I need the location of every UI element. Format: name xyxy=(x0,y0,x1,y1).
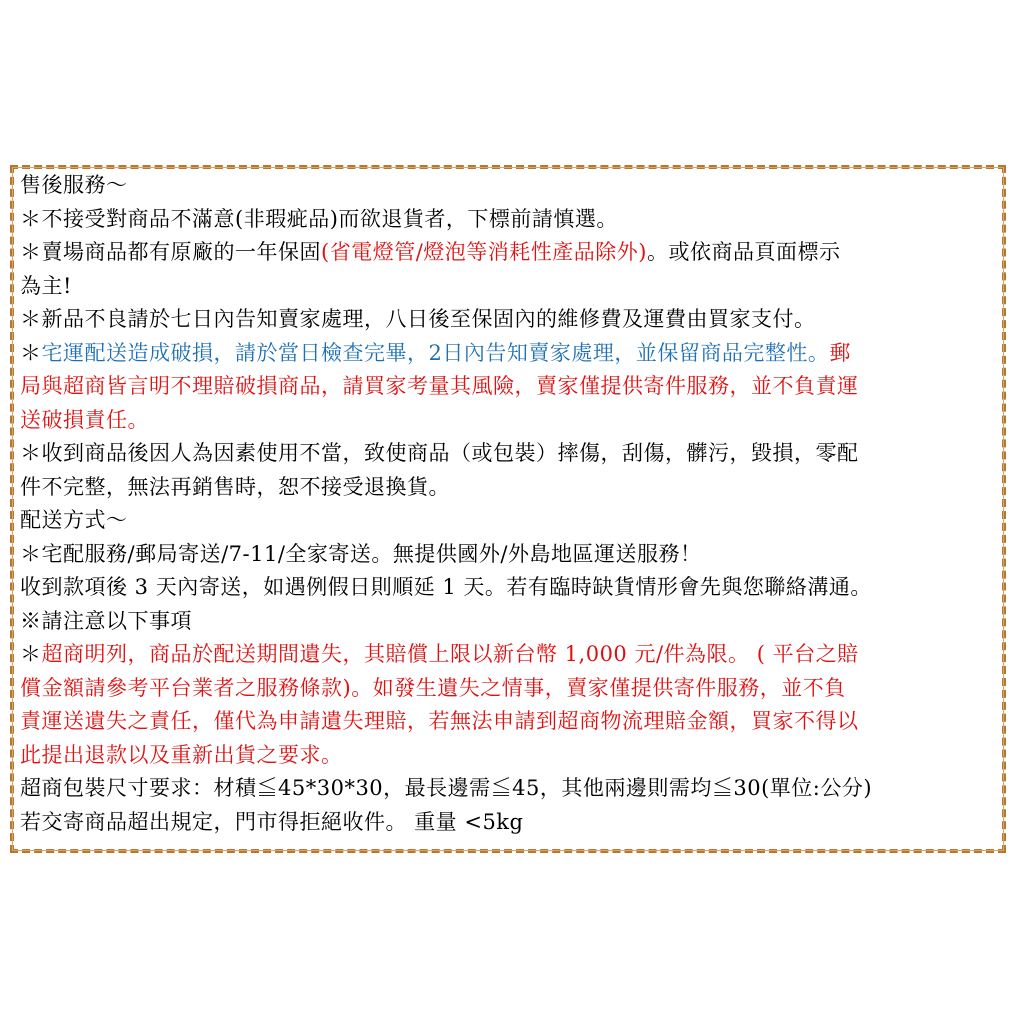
notice-text-segment: ＊不接受對商品不滿意(非瑕疵品)而欲退貨者，下標前請慎選。 xyxy=(20,206,618,231)
notice-text-segment: 若交寄商品超出規定，門市得拒絕收件。 重量 <5kg xyxy=(20,809,524,834)
notice-text-segment: (省電燈管/燈泡等消耗性產品除外) xyxy=(321,240,647,264)
notice-line xyxy=(20,471,1002,505)
notice-line xyxy=(20,672,1002,706)
notice-text-segment: 收到款項後 3 天內寄送，如遇例假日則順延 1 天。若有臨時缺貨情形會先與您聯絡溝通。 xyxy=(20,575,872,599)
notice-text-segment: ＊新品不良請於七日內告知賣家處理，八日後至保固內的維修費及運費由買家支付。 xyxy=(20,307,816,331)
notice-text-segment: 償金額請參考平台業者之服務條款)。如發生遺失之情事，賣家僅提供寄件服務，並不負 xyxy=(20,675,846,700)
notice-line xyxy=(20,169,1002,203)
notice-text-segment: ＊宅配服務/郵局寄送/7-11/全家寄送。無提供國外/外島地區運送服務！ xyxy=(20,541,702,566)
notice-line xyxy=(20,370,1002,404)
notice-text-segment: 此提出退款以及重新出貨之要求。 xyxy=(20,742,343,767)
notice-line xyxy=(20,504,1002,538)
notice-line xyxy=(20,337,1002,371)
notice-text-segment: 售後服務～ xyxy=(20,173,128,197)
notice-line xyxy=(20,739,1002,773)
notice-text-segment: ＊收到商品後因人為因素使用不當，致使商品（或包裝）摔傷，刮傷，髒污，毀損，零配 xyxy=(20,441,859,465)
notice-line xyxy=(20,437,1002,471)
notice-content xyxy=(20,169,1002,839)
notice-text-segment: ＊ xyxy=(20,642,42,666)
notice-text-segment: 。或依商品頁面標示 xyxy=(646,240,841,264)
notice-line xyxy=(20,571,1002,605)
notice-text-segment: 為主! xyxy=(20,273,72,298)
notice-text-segment: 送破損責任。 xyxy=(20,407,149,432)
notice-line xyxy=(20,303,1002,337)
notice-text-segment: 配送方式～ xyxy=(20,508,128,532)
notice-frame xyxy=(10,165,1006,853)
notice-line xyxy=(20,404,1002,438)
notice-line xyxy=(20,236,1002,270)
notice-text-segment: 件不完整，無法再銷售時，恕不接受退換貨。 xyxy=(20,474,450,499)
notice-text-segment: 責運送遺失之責任，僅代為申請遺失理賠，若無法申請到超商物流理賠金額，買家不得以 xyxy=(20,709,859,733)
notice-line xyxy=(20,203,1002,237)
notice-line xyxy=(20,538,1002,572)
notice-text-segment: 局與超商皆言明不理賠破損商品，請買家考量其風險，賣家僅提供寄件服務，並不負責運 xyxy=(20,374,859,398)
notice-line xyxy=(20,638,1002,672)
notice-text-segment: ＊賣場商品都有原廠的一年保固 xyxy=(20,240,321,264)
notice-text-segment: ＊ xyxy=(20,340,42,365)
notice-text-segment: 超商明列，商品於配送期間遺失，其賠償上限以新台幣 1,000 元/件為限。 ( 平台之賠 xyxy=(41,642,859,666)
notice-text-segment: 超商包裝尺寸要求：材積≦45*30*30，最長邊需≦45，其他兩邊則需均≦30(單位:公分) xyxy=(20,776,873,800)
notice-line xyxy=(20,772,1002,806)
notice-text-segment: 宅運配送造成破損，請於當日檢查完畢，2日內告知賣家處理，並保留商品完整性。 xyxy=(41,340,830,365)
notice-text-segment: ※請注意以下事項 xyxy=(20,608,192,633)
notice-line xyxy=(20,806,1002,840)
notice-line xyxy=(20,705,1002,739)
notice-line xyxy=(20,605,1002,639)
notice-line xyxy=(20,270,1002,304)
notice-text-segment: 郵 xyxy=(829,340,851,365)
